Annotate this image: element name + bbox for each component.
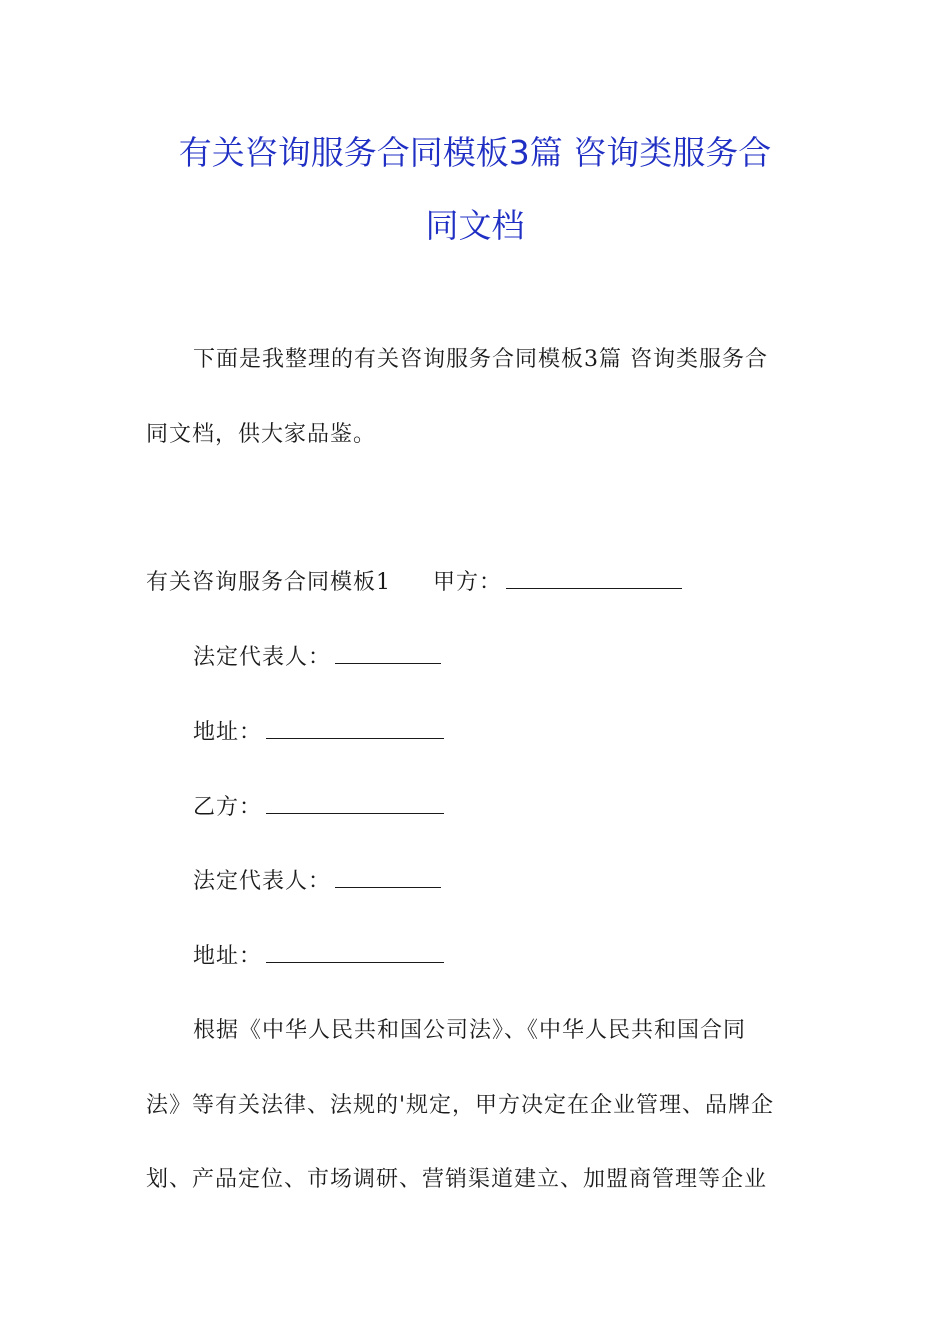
party-b-rep-blank (335, 869, 441, 888)
party-a-rep-row (193, 643, 441, 673)
party-b-label: 乙方： (193, 795, 263, 820)
document-title-line-1: 有关咨询服务合同模板3篇 咨询类服务合 (178, 133, 772, 172)
body-paragraph-line-2: 法》等有关法律、法规的'规定，甲方决定在企业管理、品牌企 (146, 1093, 775, 1118)
party-b-blank (266, 795, 444, 814)
party-a-rep-label: 法定代表人： (193, 645, 332, 670)
party-b-address-label: 地址： (193, 944, 263, 969)
document-title-line-2: 同文档 (425, 206, 525, 245)
party-b-rep-label: 法定代表人： (193, 869, 332, 894)
party-b-address-blank (266, 944, 444, 963)
section-heading: 有关咨询服务合同模板1 (146, 570, 391, 595)
intro-paragraph-line-1: 下面是我整理的有关咨询服务合同模板3篇 咨询类服务合 (193, 347, 768, 372)
party-b-row (193, 793, 444, 823)
party-b-rep-row (193, 867, 441, 897)
body-paragraph-line-1: 根据《中华人民共和国公司法》、《中华人民共和国合同 (193, 1018, 747, 1043)
intro-paragraph-line-2: 同文档，供大家品鉴。 (146, 422, 377, 447)
party-a-address-row (193, 718, 444, 748)
contract-heading-row (146, 568, 682, 598)
body-paragraph-line-3: 划、产品定位、市场调研、营销渠道建立、加盟商管理等企业 (146, 1167, 768, 1192)
party-a-blank (506, 570, 682, 589)
party-a-address-label: 地址： (193, 720, 263, 745)
party-a-address-blank (266, 720, 444, 739)
party-a-rep-blank (335, 645, 441, 664)
party-a-label: 甲方： (433, 570, 503, 595)
party-b-address-row (193, 942, 444, 972)
